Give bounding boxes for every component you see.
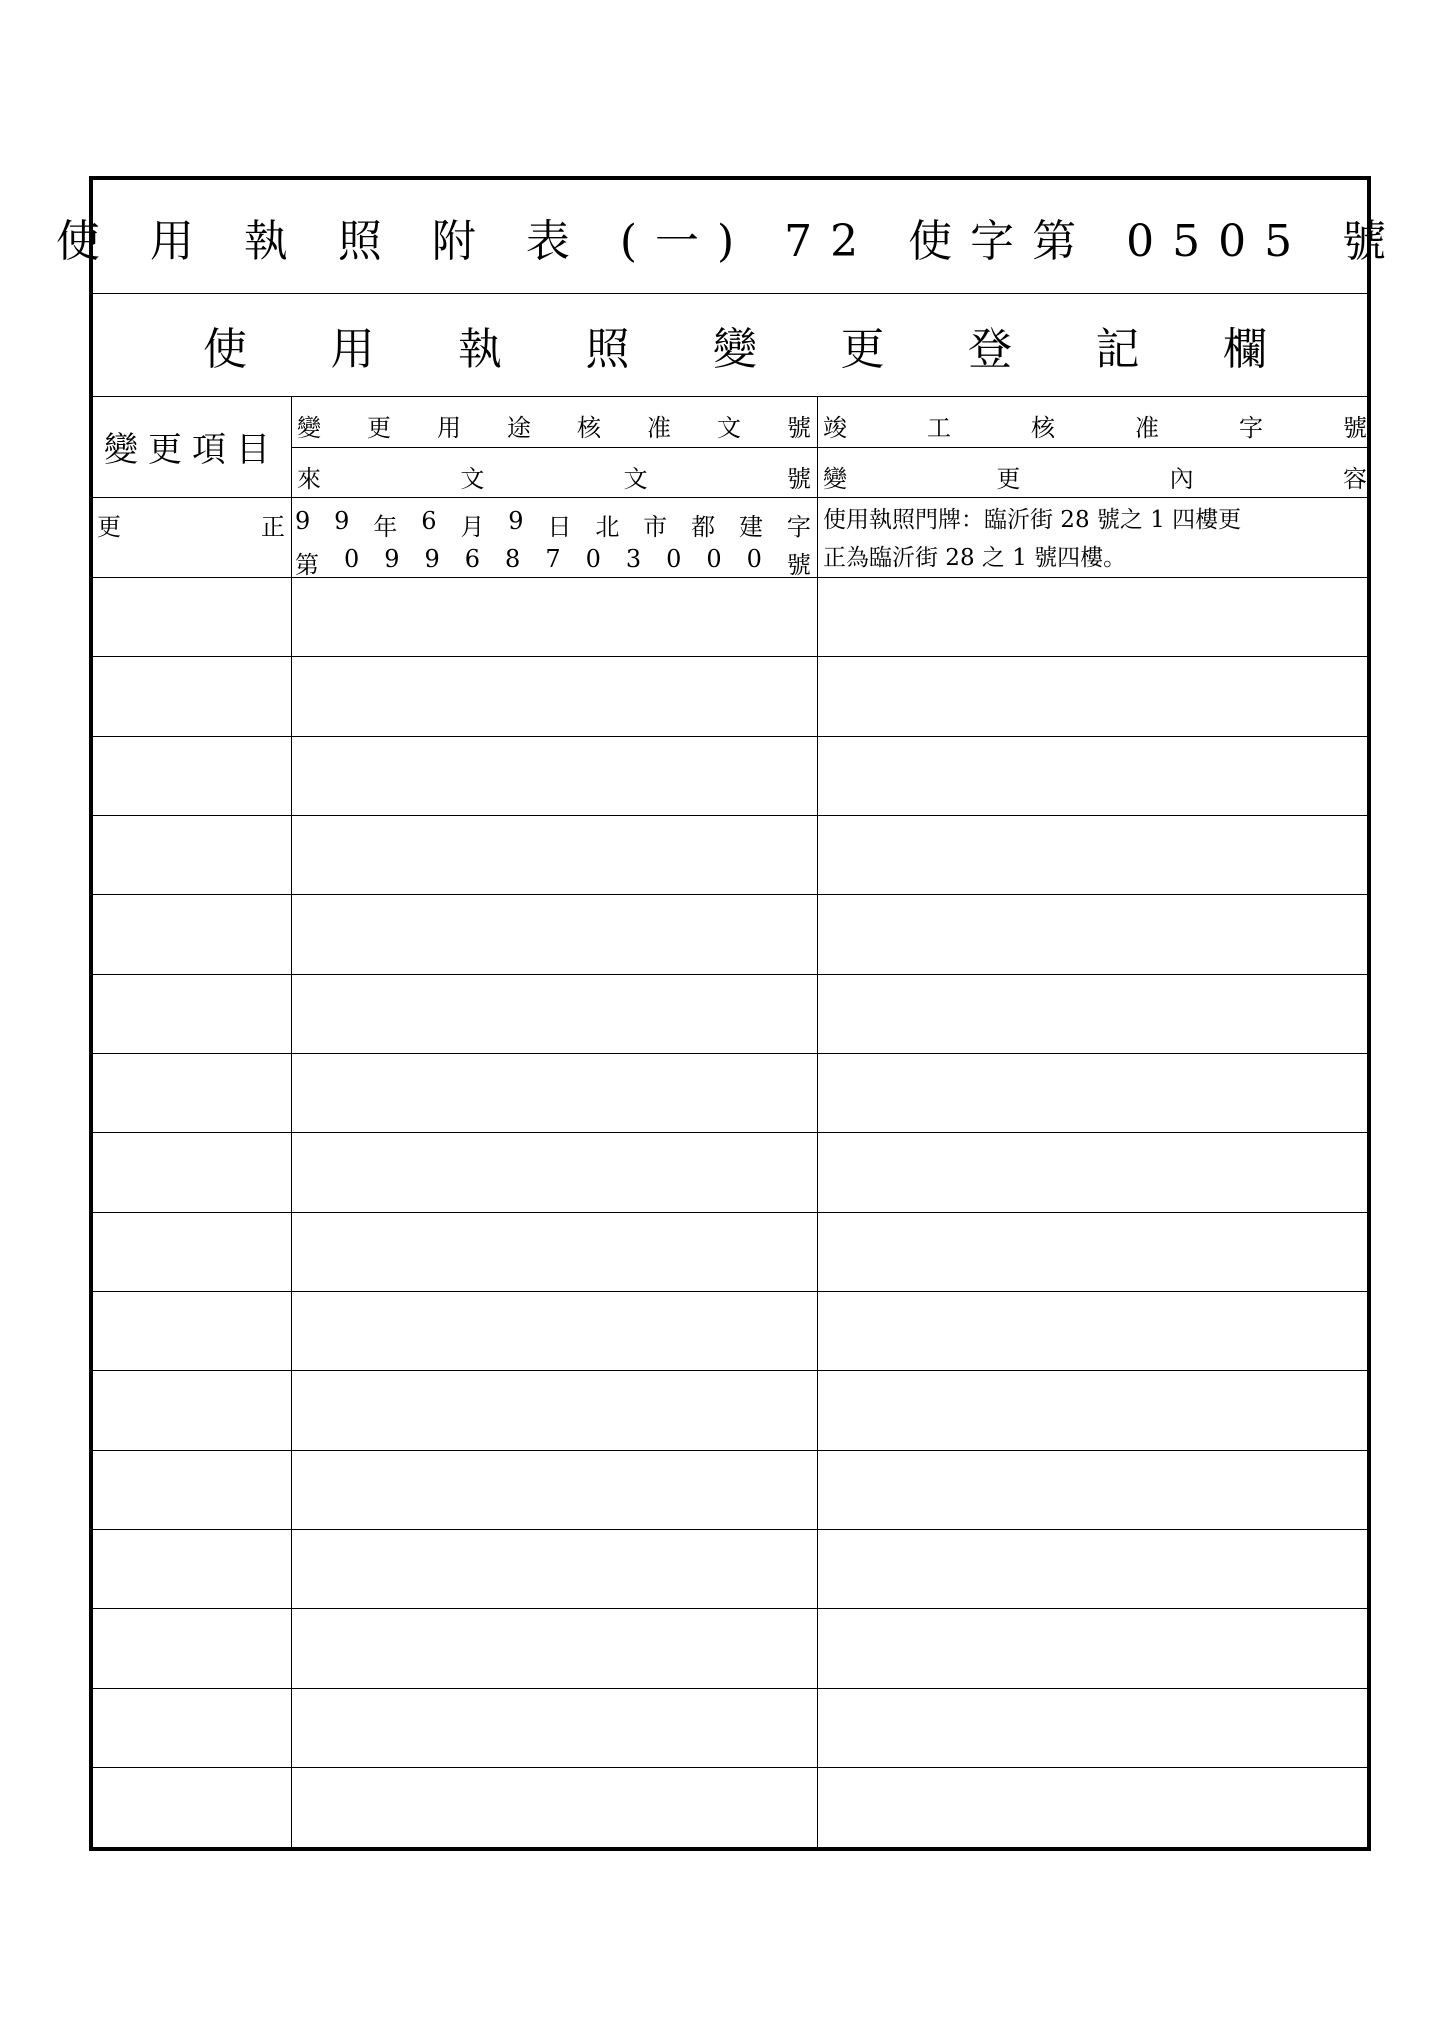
approval-doc-header — [297, 408, 811, 443]
header-char: 准 — [1135, 414, 1159, 442]
header-char: 核 — [1031, 414, 1055, 442]
header-char: 變 — [297, 414, 321, 442]
column-divider — [291, 396, 292, 1847]
header-char: 途 — [507, 414, 531, 442]
cell-char: 9 — [424, 545, 440, 573]
cell-char: 0 — [666, 545, 682, 573]
row-line — [93, 1370, 1367, 1371]
header-split-line — [291, 447, 1367, 448]
register-heading-char: 欄 — [1223, 323, 1267, 375]
doc-number-line-1 — [295, 507, 811, 542]
cell-char: 市 — [643, 513, 668, 541]
header-char: 更 — [996, 465, 1021, 493]
change-content-header — [823, 459, 1367, 494]
cell-char: 更 — [97, 513, 121, 541]
header-char: 文 — [623, 465, 648, 493]
row-line — [93, 1767, 1367, 1768]
header-char: 內 — [1169, 465, 1194, 493]
row-line — [93, 1212, 1367, 1213]
register-heading-char: 執 — [458, 323, 502, 375]
license-table — [55, 176, 1405, 1851]
row-line — [93, 815, 1367, 816]
header-char: 更 — [367, 414, 391, 442]
cell-char: 字 — [786, 513, 811, 541]
row-line — [93, 1053, 1367, 1054]
register-heading-char: 記 — [1095, 323, 1140, 375]
header-char: 號 — [1343, 414, 1367, 442]
cell-char: 月 — [460, 513, 485, 541]
register-heading-char: 變 — [713, 323, 757, 375]
row-line — [93, 894, 1367, 895]
row-line — [93, 1291, 1367, 1292]
incoming-doc-header — [297, 459, 811, 494]
cell-char: 6 — [464, 545, 481, 573]
cell-char: 9 — [384, 545, 400, 573]
doc-number-line-2 — [295, 545, 811, 580]
cell-char: 第 — [295, 551, 319, 579]
cell-char: 日 — [547, 513, 572, 541]
header-char: 號 — [787, 414, 811, 442]
header-char: 容 — [1342, 465, 1367, 493]
header-char: 號 — [786, 465, 811, 493]
cell-char: 年 — [373, 513, 398, 541]
header-char: 竣 — [823, 414, 847, 442]
cell-char: 都 — [691, 513, 716, 541]
cell-char: 9 — [508, 507, 524, 535]
register-heading-char: 照 — [585, 323, 630, 375]
row-line — [93, 1132, 1367, 1133]
row-line — [93, 1688, 1367, 1689]
cell-char: 9 — [295, 507, 311, 535]
change-content-line-2: 正為臨沂街 28 之 1 號四樓。 — [823, 545, 1127, 571]
header-char: 字 — [1239, 414, 1263, 442]
row-line — [93, 497, 1367, 498]
row-line — [93, 1608, 1367, 1609]
cell-char: 0 — [706, 545, 722, 573]
column-divider — [817, 396, 818, 1847]
cell-char: 號 — [786, 551, 811, 579]
header-char: 文 — [460, 465, 485, 493]
change-item-header: 變更項目 — [104, 430, 280, 470]
header-char: 用 — [437, 414, 461, 442]
cell-char: 建 — [739, 513, 764, 541]
cell-char: 0 — [746, 545, 762, 573]
register-heading — [93, 313, 1367, 377]
page-title: 使 用 執 照 附 表 (一) 72 使字第 0505 號 — [55, 215, 1405, 267]
row-line — [93, 656, 1367, 657]
cell-char: 0 — [343, 545, 360, 573]
header-char: 變 — [823, 465, 847, 493]
header-char: 來 — [297, 465, 321, 493]
header-char: 核 — [577, 414, 601, 442]
register-heading-char: 用 — [330, 323, 375, 375]
cell-char: 7 — [545, 545, 561, 573]
cell-char: 9 — [334, 507, 350, 535]
cell-char: 0 — [585, 545, 601, 573]
row-line — [93, 974, 1367, 975]
cell-char: 3 — [625, 545, 642, 573]
cell-char: 正 — [261, 513, 285, 541]
cell-char: 6 — [421, 507, 437, 535]
header-char: 准 — [647, 414, 671, 442]
completion-doc-header — [823, 408, 1367, 443]
cell-char: 8 — [505, 545, 521, 573]
register-heading-row — [93, 293, 1367, 397]
header-char: 文 — [717, 414, 741, 442]
change-item-cell — [97, 507, 285, 542]
row-line — [93, 1450, 1367, 1451]
change-content-line-1: 使用執照門牌：臨沂街 28 號之 1 四樓更 — [823, 507, 1242, 533]
row-line — [93, 736, 1367, 737]
title-row — [55, 180, 1405, 294]
register-heading-char: 使 — [203, 323, 247, 375]
row-line — [93, 1529, 1367, 1530]
register-heading-char: 登 — [968, 323, 1012, 375]
register-heading-char: 更 — [840, 323, 885, 375]
cell-char: 北 — [595, 513, 620, 541]
header-char: 工 — [927, 414, 951, 442]
